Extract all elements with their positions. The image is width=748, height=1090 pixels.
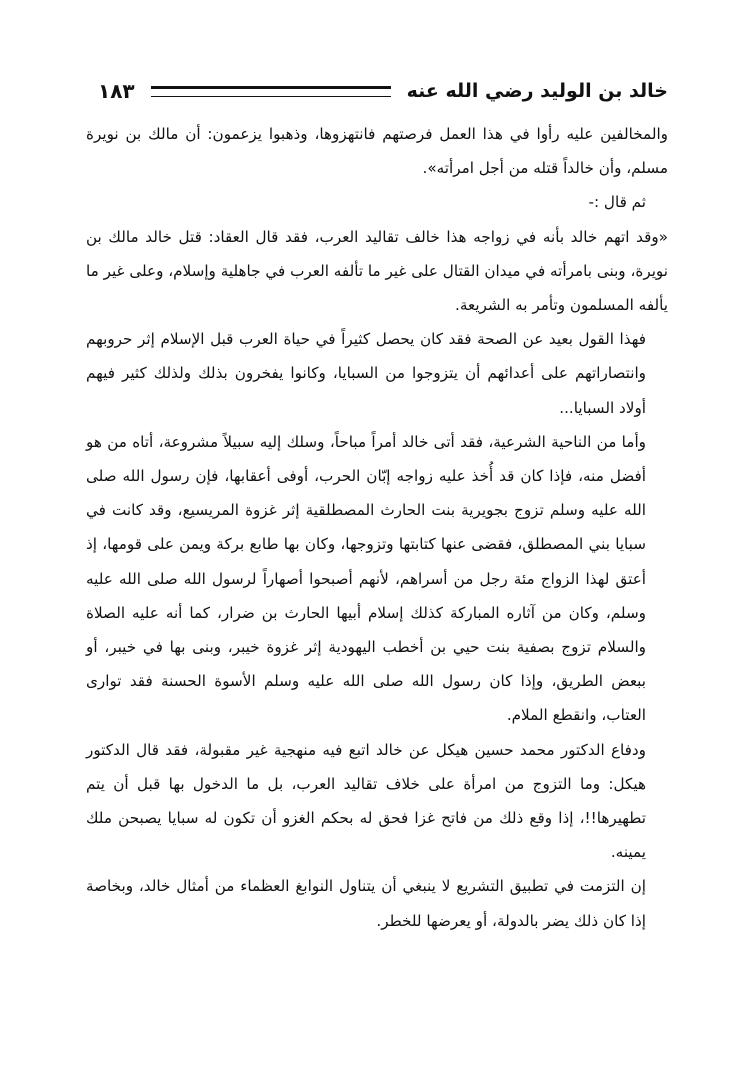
body-text [86, 117, 668, 938]
paragraph: ثم قال :- [588, 193, 646, 212]
paragraph: «وقد اتهم خالد بأنه في زواجه هذا خالف تقاليد العرب، فقد قال العقاد: قتل خالد مالك بن نويرة، وبنى بامرأته في ميدان القتال على غير ما تألفه العرب في جاهلية وإسلام، وعلى غير ما يألفه المسلمون وتأمر به الشريعة. [86, 227, 668, 315]
paragraph: ودفاع الدكتور محمد حسين هيكل عن خالد اتبع فيه منهجية غير مقبولة، فقد قال الدكتور هيكل: وما التزوج من امرأة على خلاف تقاليد العرب، بل ما الدخول بها قبل أن يتم تطهيرها!!، إذا وقع ذلك من فاتح غزا فحق له بحكم الغزو أن تكون له سبايا يصبحن ملك يمينه. [86, 740, 646, 862]
paragraph: والمخالفين عليه رأوا في هذا العمل فرصتهم فانتهزوها، وذهبوا يزعمون: أن مالك بن نويرة مسلم، وأن خالداً قتله من أجل امرأته». [86, 125, 668, 178]
paragraph: وأما من الناحية الشرعية، فقد أتى خالد أمراً مباحاً، وسلك إليه سبيلاً مشروعة، أتاه من هو أفضل منه، فإذا كان قد أُخذ عليه زواجه إبّان الحرب، أوفى أعقابها، فإن رسول الله صلى الله عليه وسلم تزوج بجويرية بنت الحارث المصطلقية إثر غزوة المريسيع، وقد كانت في سبايا بني المصطلق، فقضى عنها كتابتها وتزوجها، وكان بها طابع بركة ويمن على قومها، إذ أعتق لهذا الزواج مئة رجل من أسراهم، لأنهم أصبحوا أصهاراً لرسول الله صلى الله عليه وسلم، وكان من آثاره المباركة كذلك إسلام أبيها الحارث بن ضرار، كما أنه عليه الصلاة والسلام تزوج بصفية بنت حيي بن أخطب اليهودية إثر غزوة خيبر، وبنى بها في خيبر، أو ببعض الطريق، وإذا كان رسول الله صلى الله عليه وسلم الأسوة الحسنة فقد توارى العتاب، وانقطع الملام. [86, 432, 646, 725]
running-title: خالد بن الوليد رضي الله عنه [406, 80, 668, 102]
paragraph: إن التزمت في تطبيق التشريع لا ينبغي أن يتناول النوابغ العظماء من أمثال خالد، وبخاصة إذا كان ذلك يضر بالدولة، أو يعرضها للخطر. [86, 877, 646, 930]
paragraph: فهذا القول بعيد عن الصحة فقد كان يحصل كثيراً في حياة العرب قبل الإسلام إثر حروبهم وانتصاراتهم على أعدائهم أن يتزوجوا من السبايا، وكانوا يفخرون بذلك ولذلك كثير فيهم أولاد السبايا... [86, 330, 646, 417]
header-rule [151, 86, 391, 97]
page-number: ١٨٣ [98, 79, 135, 103]
page-header [98, 76, 668, 106]
